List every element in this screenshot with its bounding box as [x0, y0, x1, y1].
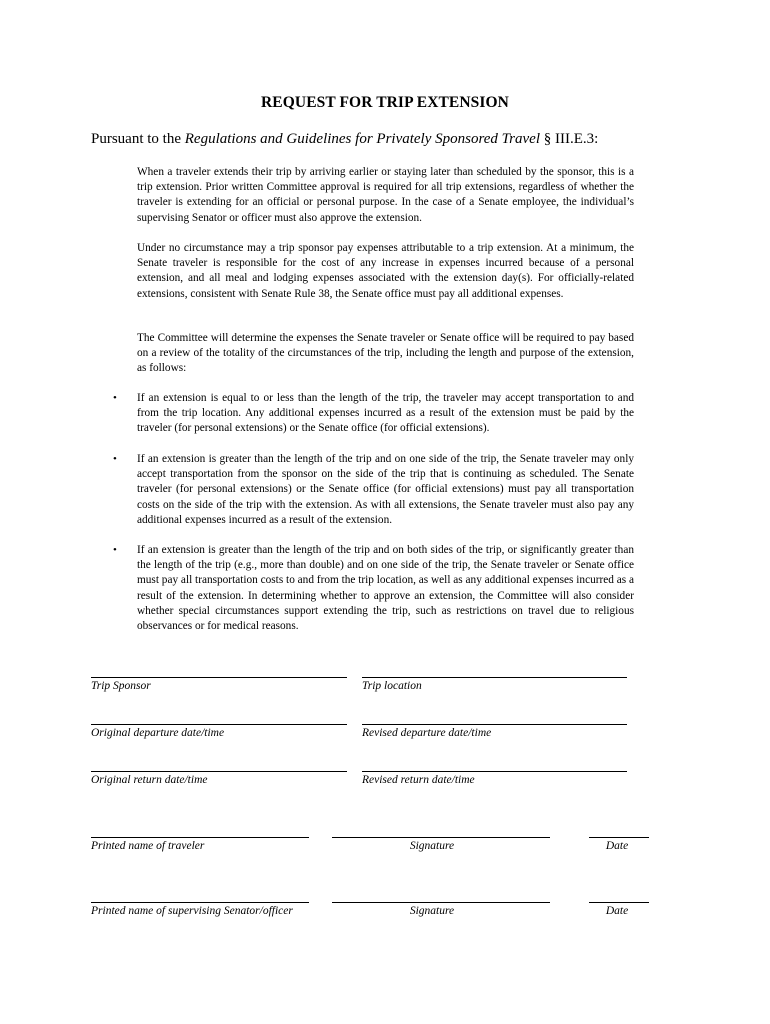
intro-suffix: § III.E.3: [540, 131, 599, 147]
traveler-signature-label: Signature [409, 840, 455, 852]
original-departure-field[interactable] [91, 724, 347, 725]
bullet-text: If an extension is greater than the length of the trip and on one side of the trip, the Senate traveler may only accept transportation from the sponsor on the side of the trip that is continuing as scheduled. The Senate traveler (for personal extensions) or the Senate office (for official extensions) must pay all transportation costs on the side of the trip with the extension. As with all extensions, the Senate traveler must also pay any additional expenses incurred as a result of the extension. [137, 453, 634, 526]
trip-sponsor-field[interactable] [91, 677, 347, 678]
printed-name-traveler-field[interactable] [91, 837, 309, 838]
supervisor-date-field[interactable] [589, 902, 649, 903]
supervisor-signature-label: Signature [409, 905, 455, 917]
trip-location-label: Trip location [362, 680, 422, 692]
revised-return-label: Revised return date/time [362, 774, 475, 786]
original-return-label: Original return date/time [91, 774, 208, 786]
printed-name-supervisor-label: Printed name of supervising Senator/officer [91, 905, 293, 917]
supervisor-date-label: Date [605, 905, 629, 917]
bullet-text: If an extension is equal to or less than the length of the trip, the traveler may accept transportation to and from the trip location. Any additional expenses incurred as a result of the extension must be paid by the traveler (for personal extensions) or the Senate office (for official extensions). [137, 392, 634, 435]
intro-regulation-title: Regulations and Guidelines for Privately Sponsored Travel [184, 131, 540, 147]
revised-departure-label: Revised departure date/time [362, 727, 492, 739]
bullet-icon: • [113, 453, 117, 465]
supervisor-signature-field[interactable] [332, 902, 550, 903]
document-title: REQUEST FOR TRIP EXTENSION [261, 94, 509, 111]
trip-sponsor-label: Trip Sponsor [91, 680, 151, 692]
printed-name-supervisor-field[interactable] [91, 902, 309, 903]
revised-return-field[interactable] [362, 771, 627, 772]
bullet-text: If an extension is greater than the length of the trip and on both sides of the trip, or significantly greater than the length of the trip (e.g., more than double) and on one side of the trip, the Senate traveler or Senate office must pay all transportation costs to and from the trip location, as well as any additional expenses incurred as a result of the extension. In determining whether to approve an extension, the Committee will also consider whether special circumstances support extending the trip, such as restrictions on travel due to religious observances or for medical reasons. [137, 544, 634, 633]
paragraph-sponsor-restriction: Under no circumstance may a trip sponsor pay expenses attributable to a trip extension. At a minimum, the Senate traveler is responsible for the cost of any increase in expenses incurred because of a personal extension, and all meal and lodging expenses associated with the extension day(s). For officially-related extensions, consistent with Senate Rule 38, the Senate office must pay all additional expenses. [137, 242, 634, 300]
original-departure-label: Original departure date/time [91, 727, 225, 739]
intro-line [91, 131, 691, 148]
bullet-icon: • [113, 544, 117, 556]
paragraph-trip-extension-definition: When a traveler extends their trip by arriving earlier or staying later than scheduled by the sponsor, this is a trip extension. Prior written Committee approval is required for all trip extensions, regardless of whether the traveler is extending for an official or personal purpose. In the case of a Senate employee, the individual’s supervising Senator or officer must also approve the extension. [137, 166, 634, 224]
trip-location-field[interactable] [362, 677, 627, 678]
original-return-field[interactable] [91, 771, 347, 772]
paragraph-committee-determination: The Committee will determine the expenses the Senate traveler or Senate office will be required to pay based on a review of the totality of the circumstances of the trip, including the length and purpose of the extension, as follows: [137, 332, 634, 375]
traveler-date-label: Date [605, 840, 629, 852]
traveler-date-field[interactable] [589, 837, 649, 838]
traveler-signature-field[interactable] [332, 837, 550, 838]
revised-departure-field[interactable] [362, 724, 627, 725]
intro-prefix: Pursuant to the [91, 131, 185, 147]
bullet-icon: • [113, 392, 117, 404]
printed-name-traveler-label: Printed name of traveler [91, 840, 205, 852]
